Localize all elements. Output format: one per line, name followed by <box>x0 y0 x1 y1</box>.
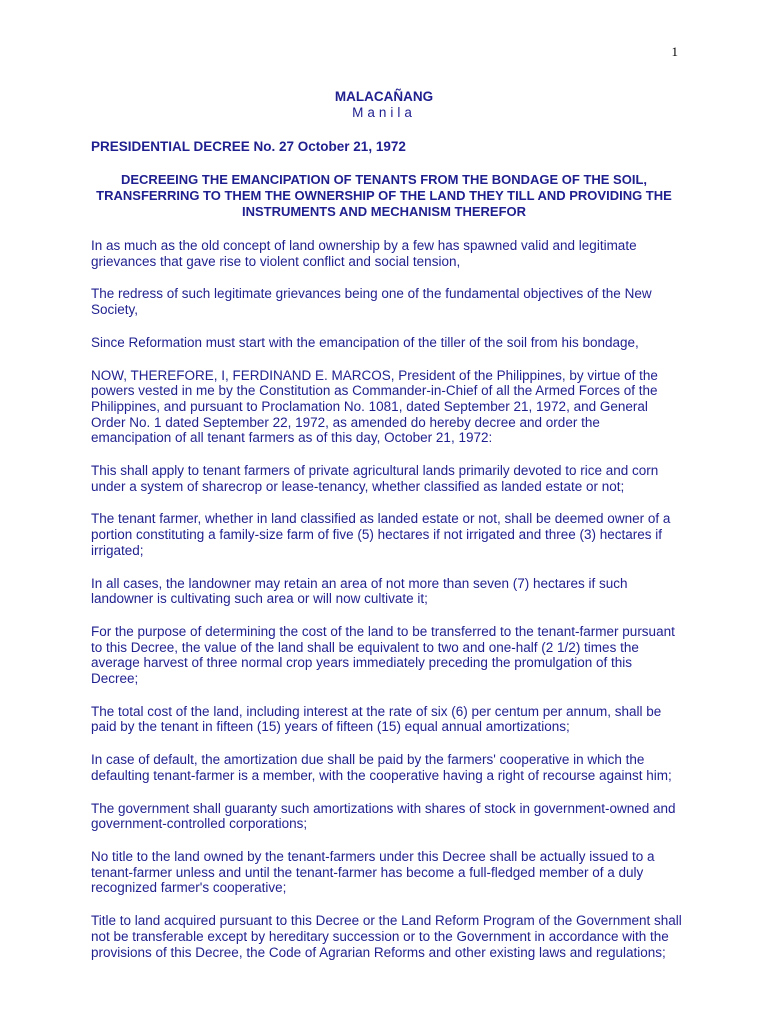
paragraph: In as much as the old concept of land ownership by a few has spawned valid and legitimate grievances that gave rise to violent conflict and social tension, <box>91 238 637 269</box>
decree-body <box>91 238 683 977</box>
page-number: 1 <box>671 44 678 59</box>
paragraph: The total cost of the land, including interest at the rate of six (6) per centum per annum, shall be paid by the tenant in fifteen (15) years of fifteen (15) equal annual amortizations; <box>91 703 662 735</box>
header-city: Manila <box>352 105 416 120</box>
decree-title: PRESIDENTIAL DECREE No. 27 October 21, 1972 <box>91 139 406 154</box>
paragraph: Title to land acquired pursuant to this Decree or the Land Reform Program of the Government shall not be transferable except by hereditary succession or to the Government in accordance with the provisions of this Decree, the Code of Agrarian Reforms and other existing laws and regulations; <box>91 913 682 960</box>
paragraph: In case of default, the amortization due shall be paid by the farmers' cooperative in which the defaulting tenant-farmer is a member, with the cooperative having a right of recourse against him; <box>91 752 672 783</box>
paragraph: Since Reformation must start with the emancipation of the tiller of the soil from his bondage, <box>91 334 639 350</box>
paragraph: This shall apply to tenant farmers of private agricultural lands primarily devoted to rice and corn under a system of sharecrop or lease-tenancy, whether classified as landed estate or not; <box>91 463 659 494</box>
paragraph: For the purpose of determining the cost of the land to be transferred to the tenant-farmer pursuant to this Decree, the value of the land shall be equivalent to two and one-half (2 1/2) times the average harvest of three normal crop years immediately preceding the promulgation of this Decree; <box>91 623 675 687</box>
paragraph: In all cases, the landowner may retain an area of not more than seven (7) hectares if such landowner is cultivating such area or will now cultivate it; <box>91 575 628 607</box>
paragraph: NOW, THEREFORE, I, FERDINAND E. MARCOS, President of the Philippines, by virtue of the powers vested in me by the Constitution as Commander-in-Chief of all the Armed Forces of the Philippines, and pursuant to Proclamation No. 1081, dated September 21, 1972, and General Order No. 1 dated September 22, 1972, as amended do hereby decree and order the emancipation of all tenant farmers as of this day, October 21, 1972: <box>91 367 658 446</box>
paragraph: The tenant farmer, whether in land classified as landed estate or not, shall be deemed owner of a portion constituting a family-size farm of five (5) hectares if not irrigated and three (3) hectares if irrigated; <box>91 511 671 558</box>
document-header <box>0 89 768 121</box>
paragraph: The government shall guaranty such amortizations with shares of stock in government-owned and government-controlled corporations; <box>91 800 676 832</box>
paragraph: The redress of such legitimate grievances being one of the fundamental objectives of the New Society, <box>91 286 652 318</box>
paragraph: No title to the land owned by the tenant-farmers under this Decree shall be actually issued to a tenant-farmer unless and until the tenant-farmer has become a full-fledged member of a duly recognized farmer's cooperative; <box>91 848 655 896</box>
decree-subtitle: DECREEING THE EMANCIPATION OF TENANTS FROM THE BONDAGE OF THE SOIL, TRANSFERRING TO THEM THE OWNERSHIP OF THE LAND THEY TILL AND PROVIDING THE INSTRUMENTS AND MECHANISM THEREFOR <box>96 172 672 219</box>
header-org: MALACAÑANG <box>334 89 434 104</box>
